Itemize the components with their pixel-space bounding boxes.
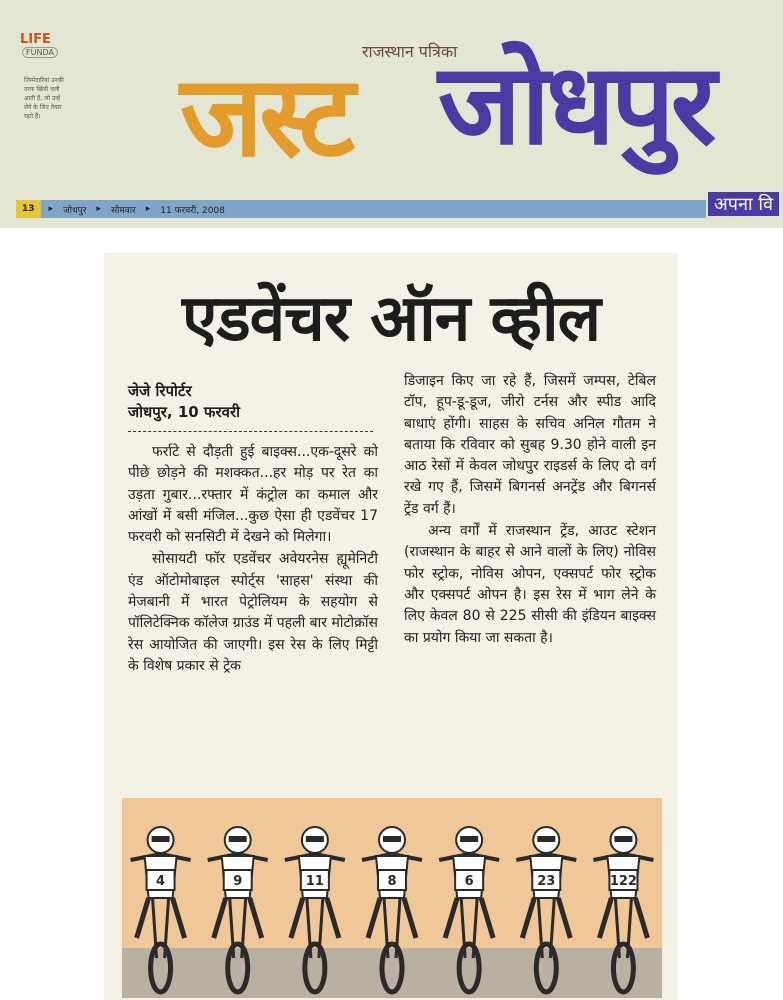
rider-legs xyxy=(522,898,570,938)
article-clipping xyxy=(104,253,678,1000)
article-paragraph: अन्य वर्गों में राजस्थान ट्रेंड, आउट स्टेशन (राजस्थान के बाहर से आने वालों के लिए) नोविस फोर स्ट्रोक, नोविस ओपन, एक्सपर्ट फोर स्ट्रोक और एक्सपर्ट ओपन है। इस रेस में भाग लेने के लिए केवल 80 से 225 सीसी की इंडियन बाइक्स का प्रयोग किया जा सकता है। xyxy=(404,523,656,646)
article-paragraph: सोसायटी फॉर एडवेंचर अवेयरनेस ह्यूमेनिटी एंड ऑटोमोबाइल स्पोर्ट्स 'साहस' संस्था की मेजबानी में भारत पेट्रोलियम के सहयोग से पॉलिटेक्निक कॉलेज ग्राउंड में पहली बार मोटोक्रॉस रेस आयोजित की जाएगी। इस रेस के लिए मिट्टी के विशेष प्रकार से ट्रेक xyxy=(128,551,378,674)
rider-number: 4 xyxy=(156,874,166,889)
logo-part-city: जोधपुर xyxy=(438,40,713,170)
goggles-icon xyxy=(229,836,247,842)
rider-number: 23 xyxy=(537,874,556,889)
goggles-icon xyxy=(306,836,324,842)
article-headline: एडवेंचर ऑन व्हील xyxy=(181,282,601,356)
publication-name: राजस्थान पत्रिका xyxy=(362,42,458,61)
crumb-arrow-icon: ▸ xyxy=(145,204,151,214)
article-paragraph: डिजाइन किए जा रहे हैं, जिसमें जम्पस, टेबिल टॉप, हूप-डू-डूज, जीरो टर्नस और स्पीड आदि बाधाएं होंगी। साहस के सचिव अनिल गौतम ने बताया कि रविवार को सुबह 9.30 होने वाली इन आठ रेसों में केवल जोधपुर राइडर्स के लिए दो वर्ग रखे गए हैं, जिसमें बिगनर्स अनट्रेंड और बिगनर्स ट्रेंड वर्ग हैं। xyxy=(404,373,656,517)
crumb-city: जोधपुर xyxy=(63,205,87,216)
life-funda-label: LIFE xyxy=(20,32,51,47)
goggles-icon xyxy=(537,836,555,842)
rider-legs xyxy=(291,898,339,938)
issue-date: 11 फरवरी, 2008 xyxy=(160,205,225,216)
rider-legs xyxy=(445,898,493,938)
crumb-arrow-icon: ▸ xyxy=(96,204,101,214)
motocross-photo xyxy=(122,798,662,998)
funda-badge: FUNDA xyxy=(22,47,58,58)
rider-legs xyxy=(368,898,416,938)
masthead xyxy=(0,0,783,228)
tagline: अपना वि xyxy=(708,192,779,216)
byline-divider xyxy=(128,431,373,432)
reporter-name: जेजे रिपोर्टर xyxy=(128,382,192,400)
goggles-icon xyxy=(460,836,478,842)
article-paragraph: फर्राटे से दौड़ती हुई बाइक्स...एक-दूसरे को पीछे छोड़ने की मशक्कत...हर मोड़ पर रेत का उड़ता गुबार...रफ्तार में कंट्रोल का कमाल और आंखों में बसी मंजिल...कुछ ऐसा ही एडवेंचर 17 फरवरी को सनसिटी में देखने को मिलेगा। xyxy=(128,444,378,546)
rider-legs xyxy=(137,898,185,938)
rider-number: 11 xyxy=(305,874,324,889)
article-column-left xyxy=(128,381,378,677)
logo-part-just: जस्ट xyxy=(180,52,352,182)
rider-number: 6 xyxy=(464,874,474,889)
goggles-icon xyxy=(152,836,170,842)
crumb-arrow-icon: ▸ xyxy=(48,204,54,214)
article-column-right xyxy=(404,371,656,649)
rider-number: 9 xyxy=(233,874,243,889)
rider-number: 8 xyxy=(387,874,397,889)
issue-dateline xyxy=(16,200,706,218)
rider-legs xyxy=(214,898,262,938)
page-number: 13 xyxy=(16,200,41,218)
rider-legs xyxy=(599,898,647,938)
rider-number: 122 xyxy=(609,874,637,889)
motocross-riders-illustration xyxy=(122,798,662,998)
funda-quote: जिम्मेदारियां उनकी तरफ खिंची चली आती हैं, जो उन्हें लेने के लिए तैयार रहते हैं। xyxy=(24,77,64,120)
crumb-day: सोमवार xyxy=(110,205,136,216)
article-dateline: जोधपुर, 10 फरवरी xyxy=(128,403,240,421)
goggles-icon xyxy=(614,836,632,842)
goggles-icon xyxy=(383,836,401,842)
